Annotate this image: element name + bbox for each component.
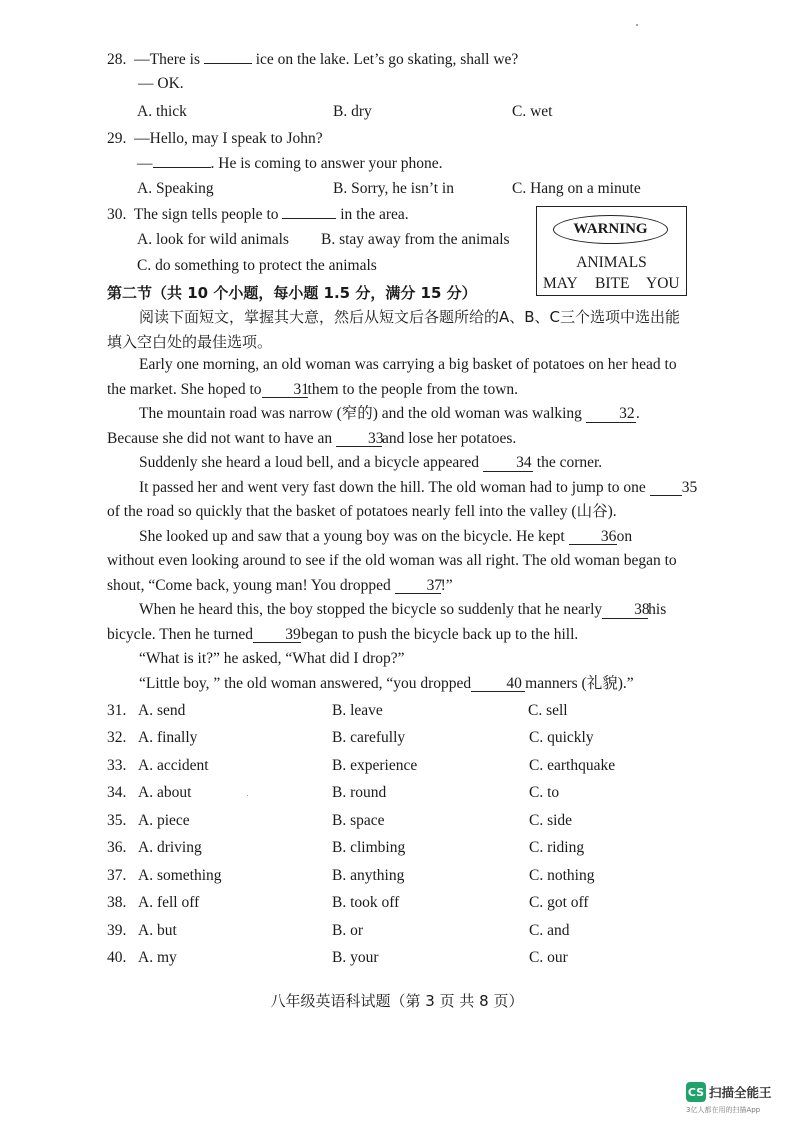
- option-row: 33. A. accident B. experience C. earthquake: [107, 757, 616, 774]
- passage-paragraph: “What is it?” he asked, “What did I drop?”: [139, 650, 405, 667]
- question-29-stem: 29. —Hello, may I speak to John?: [107, 130, 323, 147]
- option-row: 31. A. send B. leave C. sell: [107, 702, 568, 719]
- section-heading: 第二节（共 10 个小题，每小题 1.5 分，满分 15 分）: [107, 284, 477, 302]
- option-29-a: A. Speaking: [137, 180, 214, 197]
- option-row: 36. A. driving B. climbing C. riding: [107, 839, 585, 856]
- passage-paragraph: “Little boy, ” the old woman answered, “you dropped 40 manners (礼貌).”: [139, 674, 634, 692]
- option-row: 39. A. but B. or C. and: [107, 922, 570, 939]
- warning-oval: WARNING: [553, 215, 668, 244]
- question-29-reply: — . He is coming to answer your phone.: [137, 155, 443, 172]
- watermark-name: 扫描全能王: [709, 1085, 772, 1100]
- passage-paragraph: She looked up and saw that a young boy was on the bicycle. He kept 36on without even looking around to see if the old woman was all right. The old woman began to shout, “Come back, young man! You dropped 37!”: [107, 527, 677, 594]
- question-28-stem: 28. —There is ice on the lake. Let’s go skating, shall we?: [107, 51, 519, 68]
- answer-blank: [282, 218, 336, 219]
- option-29-c: C. Hang on a minute: [512, 180, 641, 197]
- option-28-a: A. thick: [137, 103, 187, 120]
- option-28-b: B. dry: [333, 103, 372, 120]
- blank-31: 31: [262, 382, 308, 399]
- blank-33: 33: [336, 431, 382, 448]
- blank-38: 38: [602, 602, 648, 619]
- camscanner-logo-icon: CS: [686, 1082, 706, 1102]
- passage-paragraph: Suddenly she heard a loud bell, and a bicycle appeared 34 the corner.: [139, 454, 603, 471]
- blank-34: 34: [483, 455, 533, 472]
- camscanner-watermark: [686, 1082, 782, 1114]
- passage-paragraph: It passed her and went very fast down the hill. The old woman had to jump to one 35 of the road so quickly that the basket of potatoes nearly fell into the valley (山谷).: [107, 478, 698, 520]
- option-30-c: C. do something to protect the animals: [137, 257, 377, 274]
- page-footer: 八年级英语科试题（第 3 页 共 8 页）: [270, 992, 524, 1010]
- option-row: 40. A. my B. your C. our: [107, 949, 568, 966]
- blank-36: 36: [569, 529, 617, 546]
- blank-37: 37: [395, 578, 441, 595]
- cloze-passage: [107, 353, 698, 696]
- option-29-b: B. Sorry, he isn’t in: [333, 180, 454, 197]
- blank-35: 35: [650, 480, 682, 497]
- option-row: 32. A. finally B. carefully C. quickly: [107, 729, 594, 746]
- sign-line-1: ANIMALS: [576, 254, 647, 271]
- option-30-b: B. stay away from the animals: [321, 231, 510, 248]
- option-row: 34. A. about B. round C. to: [107, 784, 560, 801]
- passage-paragraph: The mountain road was narrow (窄的) and the old woman was walking 32. Because she did not want to have an 33and lose her potatoes.: [107, 405, 640, 447]
- option-30-a: A. look for wild animals: [137, 231, 289, 248]
- section-instructions: 阅读下面短文，掌握其大意，然后从短文后各题所给的A、B、C三个选项中选出能填入空白处的最佳选项。: [107, 308, 681, 351]
- answer-blank: [204, 63, 252, 64]
- question-28-reply: — OK.: [138, 75, 184, 92]
- option-28-c: C. wet: [512, 103, 553, 120]
- question-30-stem: 30. The sign tells people to in the area.: [107, 206, 409, 223]
- blank-40: 40: [471, 676, 525, 693]
- scan-speck: [636, 24, 638, 26]
- option-row: 37. A. something B. anything C. nothing: [107, 867, 595, 884]
- passage-paragraph: Early one morning, an old woman was carrying a big basket of potatoes on her head to the market. She hoped to 31them to the people from the town.: [107, 356, 677, 398]
- option-row: 35. A. piece B. space C. side: [107, 812, 573, 829]
- blank-39: 39: [253, 627, 301, 644]
- blank-32: 32: [586, 406, 636, 423]
- watermark-subtitle: 3亿人都在用的扫描App: [686, 1106, 761, 1114]
- scan-speck: [247, 795, 248, 796]
- warning-sign: WARNING ANIMALS MAY BITE YOU: [536, 206, 687, 296]
- option-row: 38. A. fell off B. took off C. got off: [107, 894, 589, 911]
- passage-paragraph: When he heard this, the boy stopped the bicycle so suddenly that he nearly 38his bicycle. Then he turned 39began to push the bicycle back up to the hill.: [107, 601, 667, 643]
- answer-blank: [153, 167, 211, 168]
